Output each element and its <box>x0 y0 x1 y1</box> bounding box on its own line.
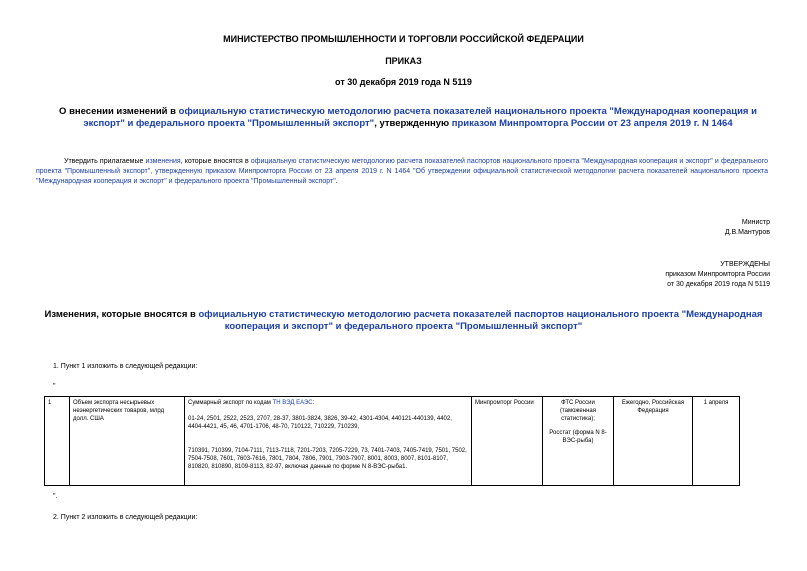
calculation-method <box>185 397 472 486</box>
doc-date-number: от 30 декабря 2019 года N 5119 <box>335 77 472 87</box>
methodology-link[interactable]: официальную статистическую методологию расчета показателей национального проекта "Международная кооперация и экспорт" и федерального проекта "Промышленный экспорт" <box>83 106 757 129</box>
table-row <box>45 397 740 486</box>
item-2: 2. Пункт 2 изложить в следующей редакции: <box>53 514 198 521</box>
body-text: . <box>335 178 338 185</box>
indicator-name: Объем экспорта несырьевых неэнергетических товаров, млрд долл. США <box>70 397 185 486</box>
signature-name: Д.В.Мантуров <box>724 229 770 236</box>
source-1: ФТС России (таможенная статистика); <box>560 400 596 422</box>
frequency: Ежегодно, Российская Федерация <box>614 397 693 486</box>
quote-open: " <box>53 383 56 390</box>
data-source <box>543 397 614 486</box>
methodology-body-link[interactable]: официальную статистическую методологию расчета показателей паспортов национального проекта "Международная кооперация и экспорт" и федерального проекта "Промышленный экспорт", утвержденную приказом Минпромторга России от 23 апреля 2019 г. N 1464 "Об утверждении официальной статистической методологии расчета показателей национального проекта "Международная кооперация и экспорт" и федерального проекта "Промышленный экспорт" <box>36 158 768 185</box>
indicator-table <box>44 396 740 486</box>
title-text: , утвержденную <box>374 118 452 129</box>
title-text: О внесении изменений в <box>59 106 179 117</box>
doc-type: ПРИКАЗ <box>385 56 422 66</box>
source-2: Росстат (форма N 8-ВЭС-рыба) <box>549 430 607 444</box>
method-text: Суммарный экспорт по кодам <box>188 400 273 406</box>
document-title <box>58 106 758 130</box>
approval-label: УТВЕРЖДЕНЫ <box>720 261 770 268</box>
item-1: 1. Пункт 1 изложить в следующей редакции: <box>53 363 198 370</box>
responsible-agency: Минпромторг России <box>472 397 543 486</box>
changes-title-text: Изменения, которые вносятся в <box>44 309 199 320</box>
body-text: , которые вносятся в <box>180 158 251 165</box>
changes-title <box>36 309 771 333</box>
changes-link[interactable]: изменения <box>145 158 181 165</box>
ministry-heading: МИНИСТЕРСТВО ПРОМЫШЛЕННОСТИ И ТОРГОВЛИ РОССИЙСКОЙ ФЕДЕРАЦИИ <box>223 34 584 44</box>
codes-block-1: 01-24, 2501, 2522, 2523, 2707, 28-37, 3801-3824, 3826, 39-42, 4301-4304, 440121-440139, 4402, 4404-4421, 45, 46, 4701-1706, 48-70, 710122, 710229, 710239, <box>188 416 452 430</box>
body-text: Утвердить прилагаемые <box>64 158 146 165</box>
order-1464-link[interactable]: приказом Минпромторга России от 23 апреля 2019 г. N 1464 <box>451 118 733 129</box>
codes-block-2: 710391, 710399, 7104-7111, 7113-7118, 7201-7203, 7205-7229, 73, 7401-7403, 7405-7419, 7501, 7502, 7504-7508, 7601, 7603-7616, 7801, 7804, 7806, 7901, 7903-7907, 8001, 8003, 8007, 8101-8107, 810820, 810890, 8109-8113, 82-97, включая данные по форме N 8-ВЭС-рыба1. <box>188 448 467 470</box>
row-number: 1 <box>45 397 70 486</box>
quote-close: ". <box>53 493 58 500</box>
method-suffix: : <box>312 400 315 406</box>
deadline: 1 апреля <box>693 397 740 486</box>
signature-position: Министр <box>741 219 770 226</box>
tnved-link[interactable]: ТН ВЭД ЕАЭС <box>272 400 313 406</box>
approval-line2: от 30 декабря 2019 года N 5119 <box>667 281 770 288</box>
approval-line1: приказом Минпромторга России <box>665 271 770 278</box>
body-paragraph <box>36 157 768 187</box>
changes-methodology-link[interactable]: официальную статистическую методологию расчета показателей паспортов национального проекта "Международная кооперация и экспорт" и федерального проекта "Промышленный экспорт" <box>198 309 763 332</box>
